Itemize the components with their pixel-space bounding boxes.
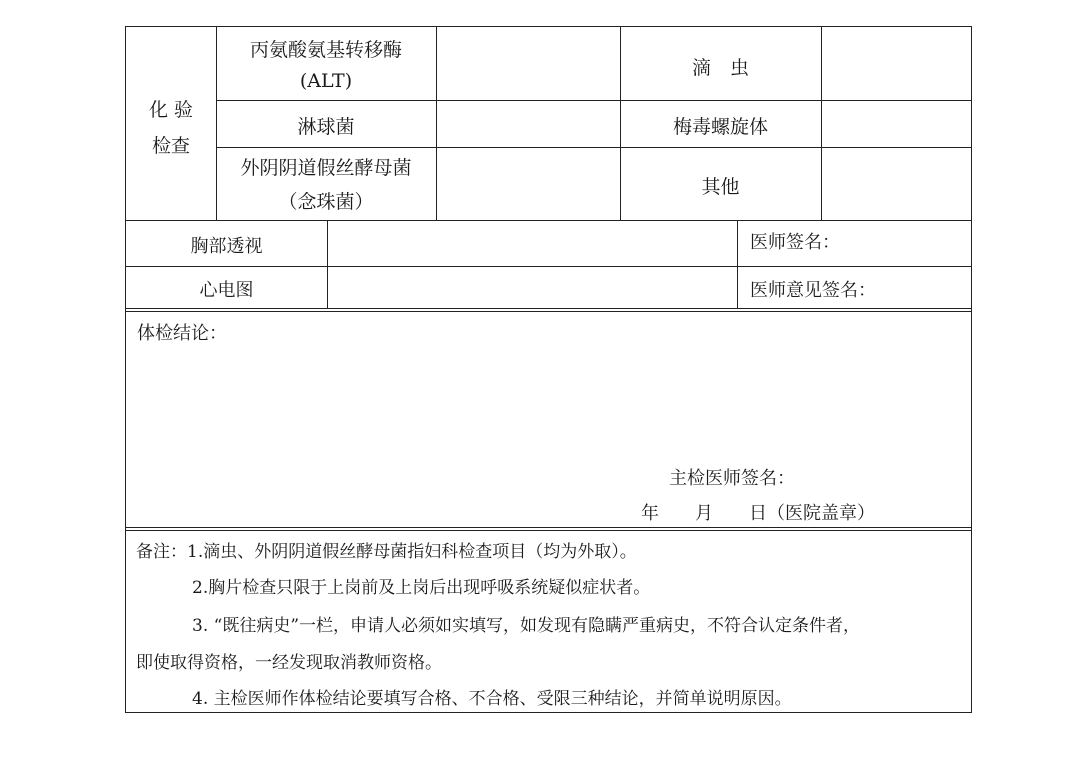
trichomonas-value-field[interactable] <box>822 27 971 100</box>
conclusion-field[interactable] <box>127 349 970 459</box>
divider <box>126 530 971 531</box>
syphilis-label: 梅毒螺旋体 <box>672 116 768 138</box>
other-label: 其他 <box>701 176 740 198</box>
chest-xray-label: 胸部透视 <box>190 236 263 257</box>
note-line-3: 3. “既往病史”一栏，申请人必须如实填写，如发现有隐瞒严重病史，不符合认定条件者， <box>192 616 861 636</box>
medical-exam-form <box>125 26 972 713</box>
divider <box>737 220 738 308</box>
lab-label-line1: 化 验 <box>148 99 194 121</box>
candida-label-line2: （念珠菌） <box>278 191 374 213</box>
chief-doctor-sign: 主检医师签名： <box>669 468 795 489</box>
gonococcus-label: 淋球菌 <box>297 116 355 138</box>
chest-xray-result-field[interactable] <box>328 221 737 266</box>
note-line-4: 即使取得资格，一经发现取消教师资格。 <box>136 653 442 673</box>
gonococcus-value-field[interactable] <box>437 101 620 147</box>
conclusion-label: 体检结论： <box>137 323 227 344</box>
alt-label-line2: (ALT) <box>299 70 353 92</box>
ecg-result-field[interactable] <box>328 267 737 308</box>
candida-label <box>216 155 436 215</box>
chest-xray-doctor-sign: 医师签名： <box>750 232 840 253</box>
ecg-label: 心电图 <box>199 280 254 301</box>
alt-value-field[interactable] <box>437 27 620 100</box>
lab-label-line2: 检查 <box>151 135 190 157</box>
divider <box>126 311 971 312</box>
divider <box>126 308 971 309</box>
alt-label-line1: 丙氨酸氨基转移酶 <box>249 39 402 61</box>
other-value-field[interactable] <box>822 148 971 220</box>
divider <box>126 527 971 528</box>
syphilis-value-field[interactable] <box>822 101 971 147</box>
trichomonas-label: 滴 虫 <box>691 57 749 79</box>
lab-section-label <box>126 97 216 159</box>
alt-label <box>216 37 436 94</box>
note-line-5: 4. 主检医师作体检结论要填写合格、不合格、受限三种结论，并简单说明原因。 <box>192 689 792 709</box>
note-line-1: 备注：1.滴虫、外阴阴道假丝酵母菌指妇科检查项目（均为外取）。 <box>136 542 637 562</box>
candida-value-field[interactable] <box>437 148 620 220</box>
ecg-doctor-sign: 医师意见签名： <box>750 280 876 301</box>
candida-label-line1: 外阴阴道假丝酵母菌 <box>240 157 412 179</box>
date-stamp-line: 年 月 日（医院盖章） <box>641 503 875 524</box>
note-line-2: 2.胸片检查只限于上岗前及上岗后出现呼吸系统疑似症状者。 <box>192 578 651 598</box>
